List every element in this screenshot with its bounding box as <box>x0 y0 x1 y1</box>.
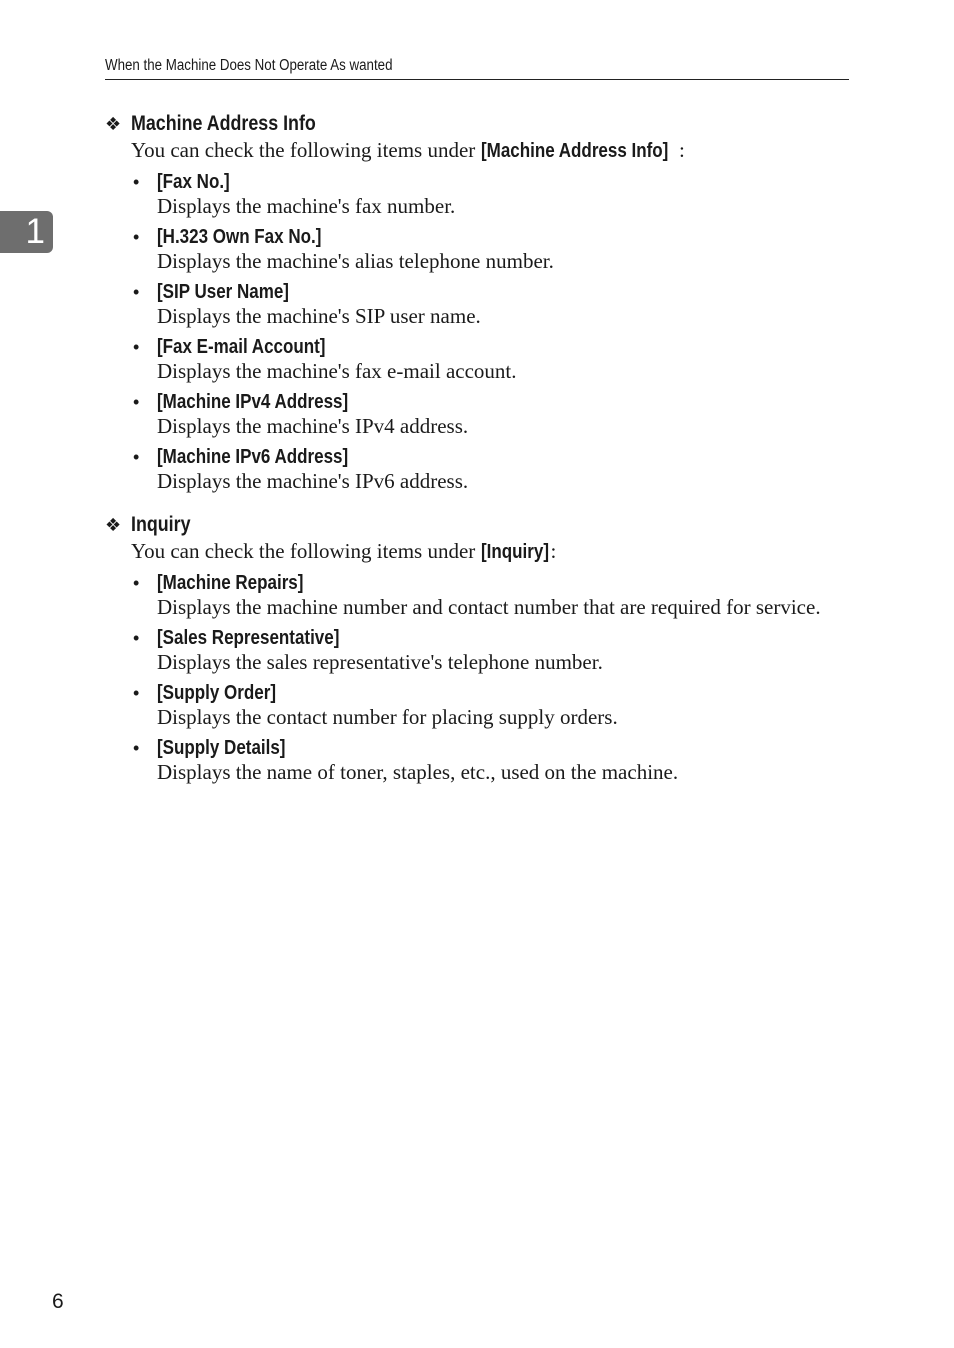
bullet-icon: • <box>133 738 140 758</box>
list-item <box>133 170 849 218</box>
bullet-icon: • <box>133 447 140 467</box>
diamond-bullet-icon: ❖ <box>105 114 122 134</box>
item-label: [H.323 Own Fax No.] <box>157 226 322 248</box>
item-description: Displays the sales representative's telephone number. <box>157 650 603 674</box>
list-item <box>133 280 849 328</box>
bullet-icon: • <box>133 337 140 357</box>
intro-ui-label: [Machine Address Info] <box>480 140 668 162</box>
item-description: Displays the machine's alias telephone number. <box>157 249 554 273</box>
page-number: 6 <box>52 1290 64 1313</box>
list-item <box>133 335 849 383</box>
item-description: Displays the machine number and contact number that are required for service. <box>157 595 821 619</box>
item-list <box>105 571 849 784</box>
bullet-icon: • <box>133 683 140 703</box>
bullet-icon: • <box>133 282 140 302</box>
chapter-number: 1 <box>25 212 45 251</box>
item-label: [Machine IPv4 Address] <box>157 391 349 413</box>
bullet-icon: • <box>133 227 140 247</box>
diamond-bullet-icon: ❖ <box>105 515 122 535</box>
item-label: [Fax E-mail Account] <box>157 336 326 358</box>
section-title: Inquiry <box>131 513 191 536</box>
list-item <box>133 626 849 674</box>
item-label: [Supply Order] <box>157 682 277 704</box>
item-label: [Fax No.] <box>157 171 230 193</box>
section-inquiry <box>105 513 849 791</box>
item-label: [Supply Details] <box>157 737 286 759</box>
list-item <box>133 445 849 493</box>
bullet-icon: • <box>133 573 140 593</box>
item-label: [Machine IPv6 Address] <box>157 446 349 468</box>
item-description: Displays the contact number for placing supply orders. <box>157 705 618 729</box>
item-list <box>105 170 849 493</box>
intro-ui-label: [Inquiry] <box>480 541 549 563</box>
running-head: When the Machine Does Not Operate As wanted <box>105 57 393 74</box>
item-description: Displays the machine's fax number. <box>157 194 456 218</box>
item-description: Displays the machine's IPv6 address. <box>157 469 469 493</box>
item-label: [Sales Representative] <box>157 627 340 649</box>
list-item <box>133 571 849 619</box>
list-item <box>133 225 849 273</box>
list-item <box>133 681 849 729</box>
section-heading <box>105 513 849 537</box>
item-label: [SIP User Name] <box>157 281 289 303</box>
section-intro: You can check the following items under [Inquiry]: <box>131 539 557 563</box>
section-intro: You can check the following items under [Machine Address Info] : <box>131 138 685 162</box>
item-description: Displays the machine's SIP user name. <box>157 304 481 328</box>
item-label: [Machine Repairs] <box>157 572 304 594</box>
section-heading <box>105 112 849 136</box>
bullet-icon: • <box>133 172 140 192</box>
bullet-icon: • <box>133 392 140 412</box>
item-description: Displays the name of toner, staples, etc., used on the machine. <box>157 760 679 784</box>
list-item <box>133 390 849 438</box>
item-description: Displays the machine's fax e-mail account. <box>157 359 517 383</box>
section-title: Machine Address Info <box>131 112 316 135</box>
bullet-icon: • <box>133 628 140 648</box>
header-rule <box>105 79 849 80</box>
item-description: Displays the machine's IPv4 address. <box>157 414 469 438</box>
section-machine-address-info <box>105 112 849 500</box>
chapter-tab <box>0 211 53 253</box>
list-item <box>133 736 849 784</box>
